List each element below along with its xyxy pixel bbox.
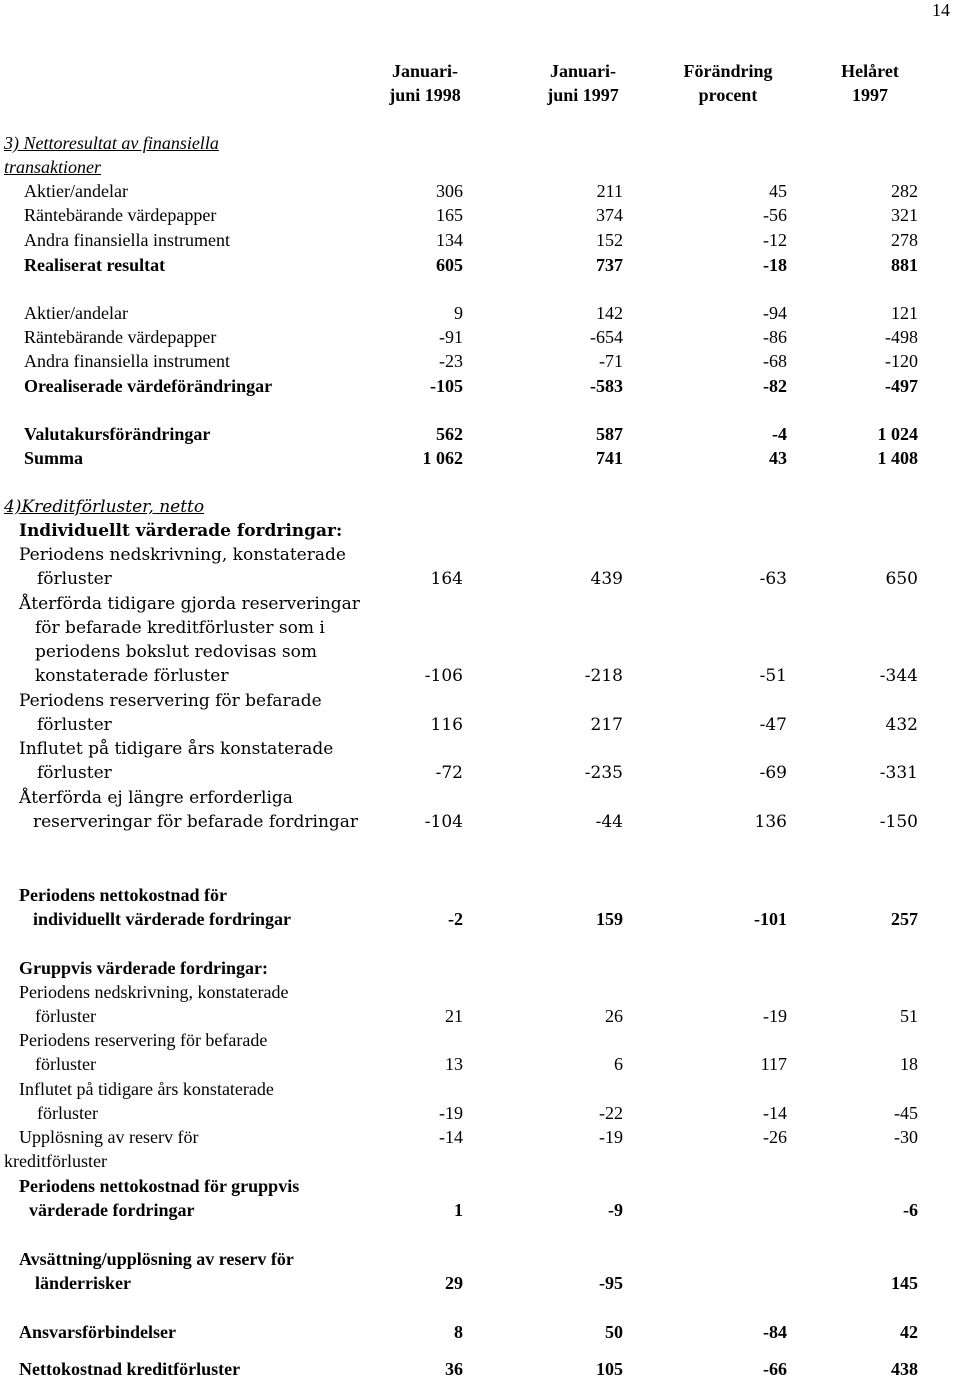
cell-value: 152: [596, 230, 623, 250]
cell-value: 741: [596, 448, 623, 468]
row-label: förluster: [35, 1054, 96, 1074]
cell-value: 164: [430, 569, 463, 589]
cell-value: 374: [596, 205, 623, 225]
table-row: [0, 301, 960, 325]
row-label: länderrisker: [35, 1273, 131, 1293]
cell-value: -101: [754, 909, 787, 929]
total-row: [0, 1357, 960, 1381]
label-line: [0, 640, 960, 664]
cell-value: 36: [445, 1359, 463, 1379]
cell-value: 1 062: [422, 448, 463, 468]
row-label: Orealiserade värdeförändringar: [24, 376, 273, 396]
label-line: [0, 1028, 960, 1052]
ansvar-row: [0, 1320, 960, 1344]
cell-value: -82: [763, 376, 787, 396]
column-header-forandring-procent: [668, 59, 788, 107]
cell-value: -22: [599, 1103, 623, 1123]
cell-value: -18: [763, 255, 787, 275]
section-title-line: 4)Kreditförluster, netto: [4, 497, 205, 517]
row-label: förluster: [37, 1103, 98, 1123]
table-row: [0, 1052, 960, 1076]
cell-value: 321: [891, 205, 918, 225]
cell-value: 136: [754, 812, 787, 832]
column-header-jan-jun-1998: [380, 59, 470, 107]
cell-value: -71: [599, 351, 623, 371]
label-line: [0, 786, 960, 810]
cell-value: 650: [885, 569, 918, 589]
row-label: konstaterade förluster: [35, 666, 229, 686]
cell-value: 145: [891, 1273, 918, 1293]
row-label: Räntebärande värdepapper: [24, 205, 217, 225]
row-label: Avsättning/upplösning av reserv för: [19, 1249, 294, 1269]
header-line: Helåret: [841, 61, 899, 81]
cell-value: 217: [590, 715, 623, 735]
subtotal-row: [0, 907, 960, 931]
row-label: kreditförluster: [4, 1151, 107, 1171]
cell-value: -150: [879, 812, 918, 832]
row-label: Periodens nettokostnad för: [19, 885, 227, 905]
header-line: Januari-: [549, 61, 616, 81]
row-label: periodens bokslut redovisas som: [35, 642, 317, 662]
subtotal-row: [0, 253, 960, 277]
cell-value: 43: [769, 448, 787, 468]
cell-value: 142: [596, 303, 623, 323]
cell-value: -106: [424, 666, 463, 686]
header-line: Januari-: [391, 61, 458, 81]
row-label: Andra finansiella instrument: [24, 230, 230, 250]
cell-value: 1: [454, 1200, 463, 1220]
row-label: Återförda tidigare gjorda reserveringar: [19, 594, 360, 614]
cell-value: -86: [763, 327, 787, 347]
cell-value: 117: [760, 1054, 787, 1074]
cell-value: 13: [445, 1054, 463, 1074]
cell-value: 29: [445, 1273, 463, 1293]
header-line: Förändring: [683, 61, 773, 81]
cell-value: 257: [891, 909, 918, 929]
cell-value: -51: [759, 666, 787, 686]
cell-value: 21: [445, 1006, 463, 1026]
cell-value: 587: [596, 424, 623, 444]
row-label: för befarade kreditförluster som i: [35, 618, 325, 638]
subtotal-row: [0, 374, 960, 398]
cell-value: -19: [439, 1103, 463, 1123]
label-line: [0, 592, 960, 616]
cell-value: -84: [763, 1322, 787, 1342]
table-row: [0, 664, 960, 688]
table-row: [0, 1125, 960, 1149]
valuta-row: [0, 422, 960, 446]
cell-value: -498: [885, 327, 918, 347]
section3-title: [0, 131, 960, 155]
row-label: Aktier/andelar: [24, 181, 128, 201]
row-label: värderade fordringar: [29, 1200, 195, 1220]
cell-value: -69: [759, 763, 787, 783]
table-row: [0, 1004, 960, 1028]
row-label: Influtet på tidigare års konstaterade: [19, 1079, 274, 1099]
subtotal-row: [0, 1198, 960, 1222]
table-row: [0, 179, 960, 203]
cell-value: 159: [596, 909, 623, 929]
header-line: juni 1998: [389, 85, 461, 105]
cell-value: 8: [454, 1322, 463, 1342]
cell-value: -104: [424, 812, 463, 832]
row-label: Periodens nettokostnad för gruppvis: [19, 1176, 300, 1196]
section-title-line: 3) Nettoresultat av finansiella: [4, 133, 219, 153]
cell-value: -56: [763, 205, 787, 225]
row-label: Periodens reservering för befarade: [19, 691, 322, 711]
cell-value: -6: [903, 1200, 918, 1220]
table-row: [0, 1101, 960, 1125]
section3-title-cont: [0, 155, 960, 179]
section-title-line: transaktioner: [4, 157, 101, 177]
cell-value: -26: [763, 1127, 787, 1147]
row-label: Återförda ej längre erforderliga: [19, 788, 293, 808]
individuellt-heading: [0, 519, 960, 543]
cell-value: 45: [769, 181, 787, 201]
cell-value: -14: [439, 1127, 463, 1147]
cell-value: 211: [596, 181, 623, 201]
cell-value: -331: [879, 763, 918, 783]
cell-value: 737: [596, 255, 623, 275]
label-line: [0, 737, 960, 761]
cell-value: -654: [590, 327, 623, 347]
table-row: [0, 228, 960, 252]
cell-value: -2: [448, 909, 463, 929]
cell-value: -19: [763, 1006, 787, 1026]
row-label: Nettokostnad kreditförluster: [19, 1359, 241, 1379]
cell-value: 439: [590, 569, 623, 589]
cell-value: 278: [891, 230, 918, 250]
row-label: Räntebärande värdepapper: [24, 327, 217, 347]
header-line: procent: [698, 85, 758, 105]
subtotal-row: [0, 1271, 960, 1295]
row-label: Valutakursförändringar: [24, 424, 211, 444]
cell-value: -91: [439, 327, 463, 347]
cell-value: -23: [439, 351, 463, 371]
gruppvis-heading: [0, 956, 960, 980]
cell-value: -19: [599, 1127, 623, 1147]
label-line: [0, 1149, 960, 1173]
cell-value: 50: [605, 1322, 623, 1342]
label-line: [0, 1174, 960, 1198]
cell-value: 105: [596, 1359, 623, 1379]
header-line: 1997: [852, 85, 888, 105]
cell-value: 562: [436, 424, 463, 444]
row-label: förluster: [37, 715, 112, 735]
label-line: [0, 980, 960, 1004]
row-label: Andra finansiella instrument: [24, 351, 230, 371]
summa-row: [0, 446, 960, 470]
table-row: [0, 567, 960, 591]
cell-value: 282: [891, 181, 918, 201]
column-header-helaret-1997: [820, 59, 920, 107]
row-label: Aktier/andelar: [24, 303, 128, 323]
label-line: [0, 883, 960, 907]
cell-value: 42: [900, 1322, 918, 1342]
group-heading: Gruppvis värderade fordringar:: [19, 958, 268, 978]
row-label: förluster: [37, 763, 112, 783]
cell-value: -44: [595, 812, 623, 832]
label-line: [0, 1247, 960, 1271]
row-label: Periodens nedskrivning, konstaterade: [19, 545, 346, 565]
section4-title: [0, 495, 960, 519]
cell-value: -120: [885, 351, 918, 371]
cell-value: -9: [608, 1200, 623, 1220]
cell-value: -218: [584, 666, 623, 686]
cell-value: 121: [891, 303, 918, 323]
cell-value: -14: [763, 1103, 787, 1123]
cell-value: 165: [436, 205, 463, 225]
label-line: [0, 543, 960, 567]
row-label: Upplösning av reserv för: [19, 1127, 199, 1147]
cell-value: 9: [454, 303, 463, 323]
table-row: [0, 349, 960, 373]
cell-value: -72: [435, 763, 463, 783]
cell-value: 881: [891, 255, 918, 275]
cell-value: 18: [900, 1054, 918, 1074]
table-row: [0, 810, 960, 834]
cell-value: 134: [436, 230, 463, 250]
cell-value: -30: [894, 1127, 918, 1147]
table-row: [0, 713, 960, 737]
cell-value: -235: [584, 763, 623, 783]
cell-value: -4: [772, 424, 787, 444]
cell-value: 432: [885, 715, 918, 735]
cell-value: -105: [430, 376, 463, 396]
cell-value: 6: [614, 1054, 623, 1074]
cell-value: 438: [891, 1359, 918, 1379]
column-header-jan-jun-1997: [538, 59, 628, 107]
table-row: [0, 203, 960, 227]
table-row: [0, 761, 960, 785]
cell-value: -344: [879, 666, 918, 686]
label-line: [0, 1077, 960, 1101]
row-label: reserveringar för befarade fordringar: [33, 812, 359, 832]
cell-value: -94: [763, 303, 787, 323]
label-line: [0, 689, 960, 713]
row-label: förluster: [35, 1006, 96, 1026]
row-label: Summa: [24, 448, 84, 468]
cell-value: -63: [759, 569, 787, 589]
page-number: 14: [932, 0, 950, 20]
cell-value: -497: [885, 376, 918, 396]
row-label: Ansvarsförbindelser: [19, 1322, 176, 1342]
cell-value: -47: [759, 715, 787, 735]
table-row: [0, 325, 960, 349]
cell-value: -45: [894, 1103, 918, 1123]
cell-value: 605: [436, 255, 463, 275]
row-label: Realiserat resultat: [24, 255, 166, 275]
cell-value: -12: [763, 230, 787, 250]
cell-value: -583: [590, 376, 623, 396]
cell-value: 306: [436, 181, 463, 201]
row-label: Influtet på tidigare års konstaterade: [19, 739, 334, 759]
cell-value: -68: [763, 351, 787, 371]
label-line: [0, 616, 960, 640]
header-line: juni 1997: [547, 85, 619, 105]
row-label: förluster: [37, 569, 112, 589]
row-label: individuellt värderade fordringar: [33, 909, 291, 929]
cell-value: 51: [900, 1006, 918, 1026]
cell-value: 26: [605, 1006, 623, 1026]
cell-value: -66: [763, 1359, 787, 1379]
cell-value: 1 024: [877, 424, 918, 444]
cell-value: 116: [430, 715, 463, 735]
row-label: Periodens nedskrivning, konstaterade: [19, 982, 289, 1002]
cell-value: -95: [599, 1273, 623, 1293]
group-heading: Individuellt värderade fordringar:: [19, 521, 343, 541]
cell-value: 1 408: [877, 448, 918, 468]
row-label: Periodens reservering för befarade: [19, 1030, 268, 1050]
